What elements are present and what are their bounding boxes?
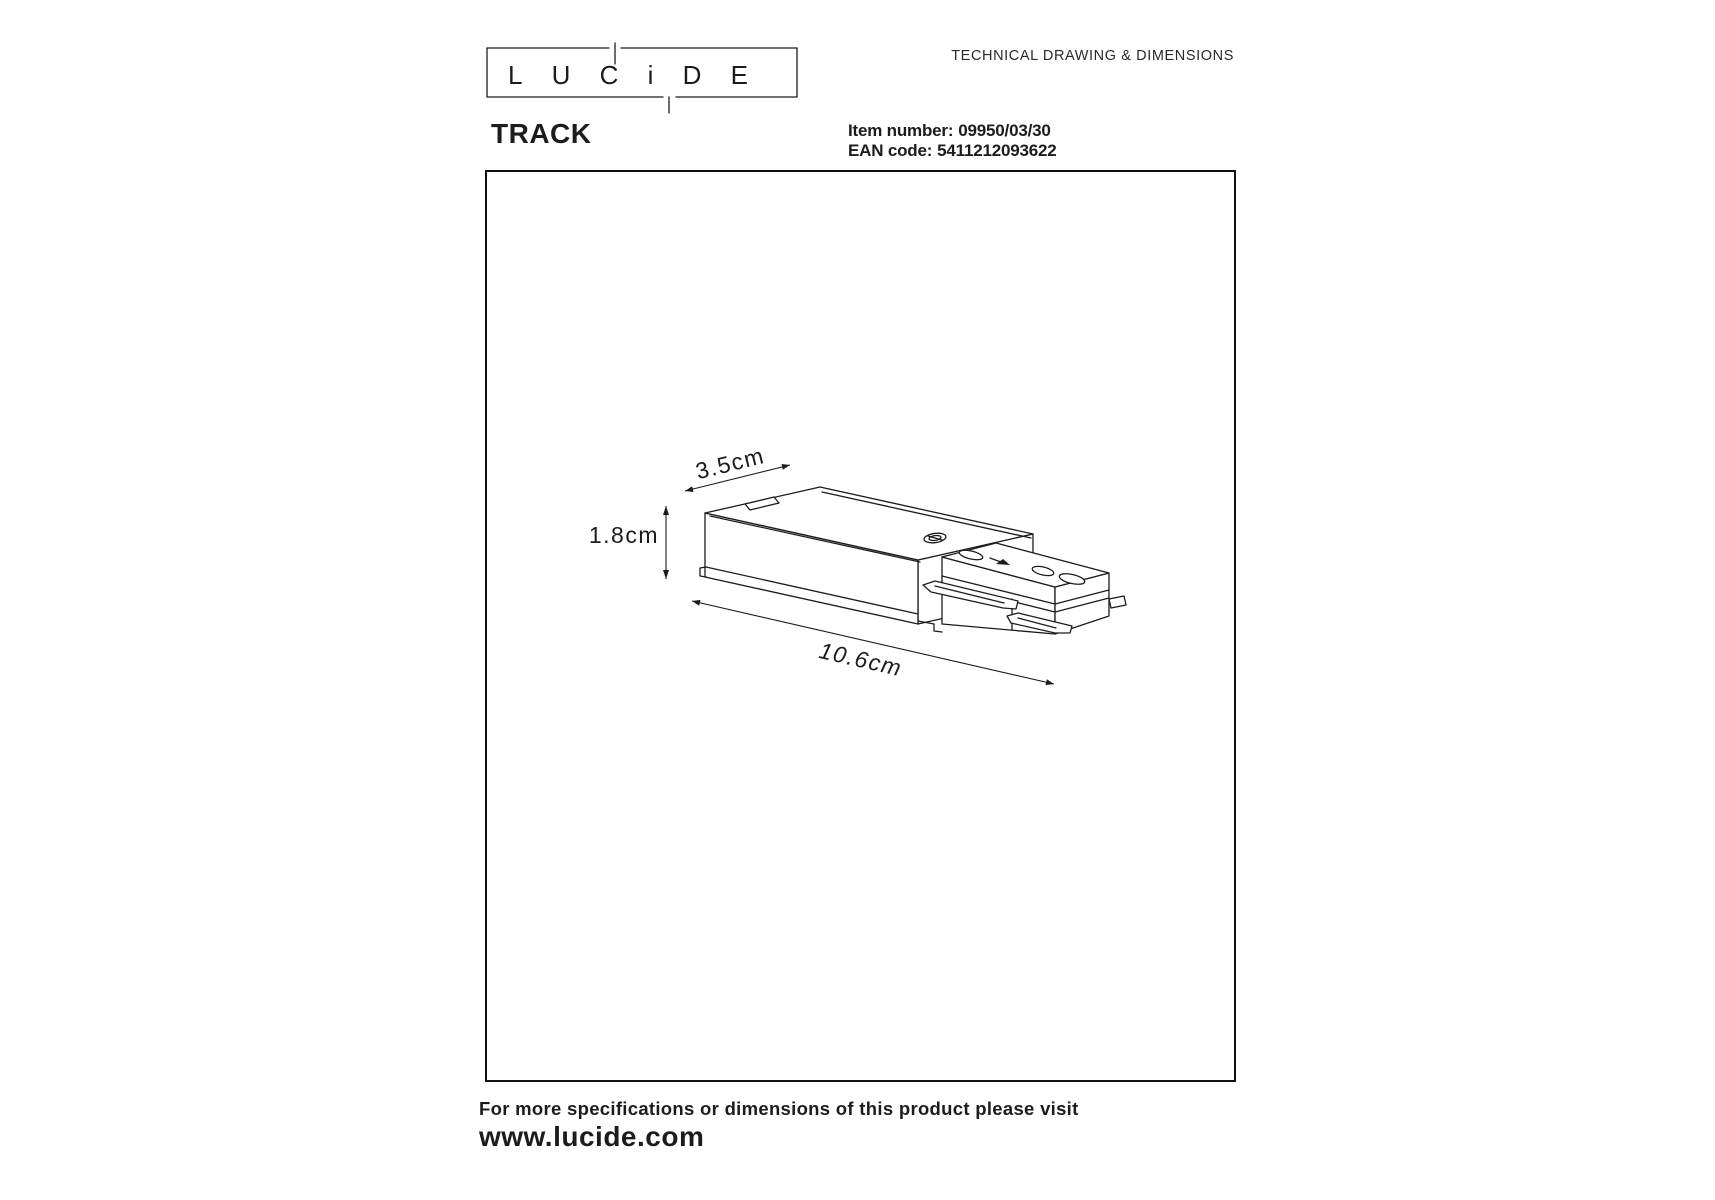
lucide-logo [486, 42, 816, 122]
ean-label: EAN code: [848, 141, 933, 160]
footer [479, 1100, 1079, 1151]
ean-value: 5411212093622 [937, 141, 1057, 160]
product-name: TRACK [491, 118, 592, 149]
height-label: 1.8cm [588, 522, 659, 548]
footer-note: For more specifications or dimensions of this product please visit [479, 1098, 1079, 1119]
drawing-frame [485, 170, 1236, 1082]
side-tab [1109, 596, 1126, 608]
dimension-width [685, 442, 790, 492]
item-number-row [848, 121, 1057, 141]
length-label: 10.6cm [816, 637, 905, 682]
item-number-label: Item number: [848, 121, 954, 140]
technical-drawing [487, 172, 1234, 1080]
product-codes [848, 121, 1057, 161]
logo-wordmark: LUCiDE [508, 60, 748, 90]
doc-type-title: TECHNICAL DRAWING & DIMENSIONS [951, 48, 1234, 64]
website-url: www.lucide.com [479, 1120, 705, 1152]
item-number-value: 09950/03/30 [958, 121, 1051, 140]
ean-row [848, 141, 1057, 161]
adapter-head [918, 543, 1126, 634]
dimension-height [589, 506, 669, 579]
width-label: 3.5cm [692, 442, 768, 485]
